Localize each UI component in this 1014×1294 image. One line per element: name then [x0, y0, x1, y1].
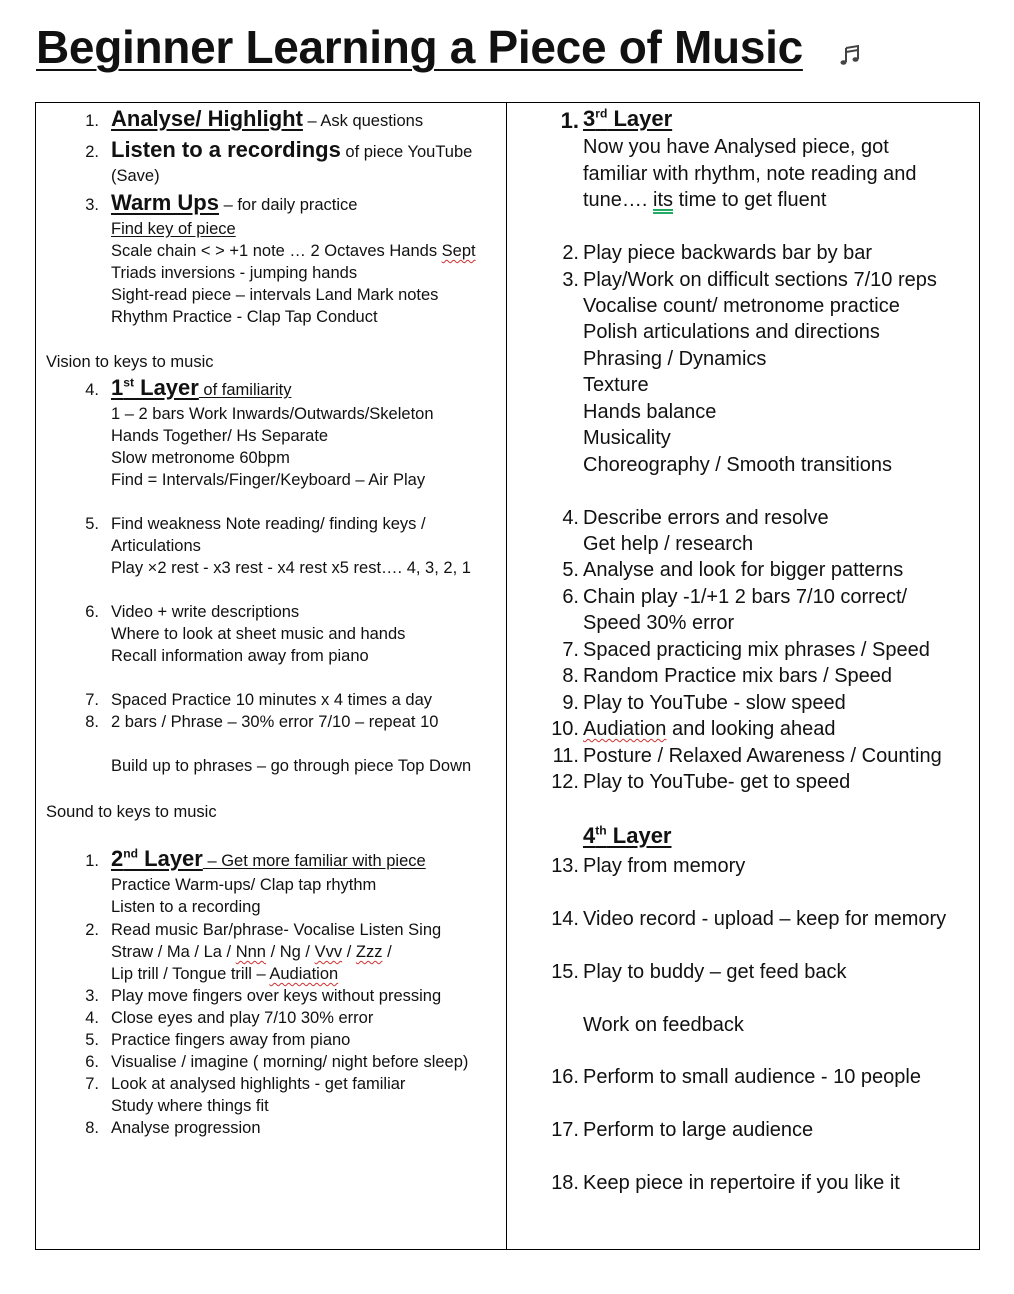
list-text: Build up to phrases – go through piece Top Down [111, 757, 472, 775]
list-item: 4. 1st Layer of familiarity [85, 375, 292, 400]
list-text: Articulations [111, 537, 201, 555]
section-heading: 2nd Layer [111, 846, 203, 871]
list-text: Work on feedback [583, 1014, 744, 1036]
list-item: 4. Describe errors and resolve [562, 507, 829, 529]
list-text: familiar with rhythm, note reading and [583, 163, 917, 185]
list-text: Phrasing / Dynamics [583, 348, 767, 370]
list-item: 15. Play to buddy – get feed back [551, 961, 847, 983]
list-text: Slow metronome 60bpm [111, 449, 290, 467]
list-text: Hands balance [583, 401, 717, 423]
list-item: 5. Analyse and look for bigger patterns [562, 559, 904, 581]
list-text: Where to look at sheet music and hands [111, 625, 406, 643]
list-item: 2. Read music Bar/phrase- Vocalise Listen Sing [85, 921, 442, 939]
list-text: Find key of piece [111, 220, 236, 238]
list-text: Play ×2 rest - x3 rest - x4 rest x5 rest…. 4, 3, 2, 1 [111, 559, 471, 577]
list-item: 8. Random Practice mix bars / Speed [562, 665, 893, 687]
list-text: (Save) [111, 167, 160, 185]
list-item: 1. 2nd Layer – Get more familiar with piece [85, 846, 426, 871]
list-text: Speed 30% error [583, 612, 735, 634]
list-item: 7. Spaced practicing mix phrases / Speed [562, 639, 930, 661]
list-item: 3. Play move fingers over keys without pressing [85, 987, 442, 1005]
list-text: Vocalise count/ metronome practice [583, 295, 900, 317]
page-title: Beginner Learning a Piece of Music [36, 21, 803, 73]
section-heading: 1st Layer [111, 375, 199, 400]
list-item: 11. Posture / Relaxed Awareness / Counting [552, 745, 942, 767]
list-text: Listen to a recording [111, 898, 261, 916]
list-item: 8. 2 bars / Phrase – 30% error 7/10 – repeat 10 [85, 713, 439, 731]
list-item: 5. Find weakness Note reading/ finding keys / [85, 515, 426, 533]
list-text: Recall information away from piano [111, 647, 369, 665]
list-item: 12. Play to YouTube- get to speed [551, 771, 851, 793]
list-text: Get help / research [583, 533, 754, 555]
list-item: 3. Play/Work on difficult sections 7/10 reps [562, 269, 937, 291]
list-text: Texture [583, 374, 649, 396]
list-text: Practice Warm-ups/ Clap tap rhythm [111, 876, 377, 894]
list-item: 4. Close eyes and play 7/10 30% error [85, 1009, 374, 1027]
section-heading: Listen to a recordings [111, 137, 341, 162]
list-text: Straw / Ma / La / Nnn / Ng / Vvv / Zzz / [111, 943, 392, 961]
list-text: Study where things fit [111, 1097, 269, 1115]
section-heading: 4th Layer [583, 823, 672, 848]
music-notes-icon [838, 44, 862, 68]
list-item: 13. Play from memory [551, 855, 746, 877]
list-text: 1 – 2 bars Work Inwards/Outwards/Skeleton [111, 405, 434, 423]
subsection-label: Sound to keys to music [46, 803, 217, 821]
section-heading: Analyse/ Highlight [111, 106, 303, 131]
list-item: 17. Perform to large audience [551, 1119, 814, 1141]
list-item: 1. Analyse/ Highlight – Ask questions [85, 106, 424, 131]
list-item: 7. Look at analysed highlights - get familiar [85, 1075, 406, 1093]
list-item: 6. Chain play -1/+1 2 bars 7/10 correct/ [562, 586, 908, 608]
list-item: 18. Keep piece in repertoire if you like it [551, 1172, 900, 1194]
list-item: 6. Visualise / imagine ( morning/ night before sleep) [85, 1053, 469, 1071]
list-item: 16. Perform to small audience - 10 people [551, 1066, 921, 1088]
section-heading: Warm Ups [111, 190, 219, 215]
list-item: 14. Video record - upload – keep for memory [551, 908, 947, 930]
list-item: 3. Warm Ups – for daily practice [85, 190, 358, 215]
list-item: 8. Analyse progression [85, 1119, 261, 1137]
column-divider [506, 102, 507, 1250]
list-item: 2. Play piece backwards bar by bar [562, 242, 873, 264]
list-text: Polish articulations and directions [583, 321, 880, 343]
list-item: 2. Listen to a recordings of piece YouTube [85, 137, 473, 162]
list-text: Triads inversions - jumping hands [111, 264, 358, 282]
list-text: tune…. its time to get fluent [583, 189, 827, 211]
list-item: 6. Video + write descriptions [85, 603, 300, 621]
list-item: 1. 3rd Layer [560, 106, 673, 133]
list-text: Choreography / Smooth transitions [583, 454, 893, 476]
list-text: Lip trill / Tongue trill – Audiation [111, 965, 339, 983]
list-text: Sight-read piece – intervals Land Mark notes [111, 286, 439, 304]
list-text: Musicality [583, 427, 671, 449]
subsection-label: Vision to keys to music [46, 353, 214, 371]
list-item: 9. Play to YouTube - slow speed [562, 692, 846, 714]
list-item: 10. Audiation and looking ahead [551, 718, 836, 740]
list-text: Now you have Analysed piece, got [583, 136, 889, 158]
list-text: Find = Intervals/Finger/Keyboard – Air Play [111, 471, 426, 489]
list-item: 5. Practice fingers away from piano [85, 1031, 351, 1049]
list-item: 7. Spaced Practice 10 minutes x 4 times a day [85, 691, 432, 709]
list-text: Rhythm Practice - Clap Tap Conduct [111, 308, 378, 326]
list-text: Scale chain < > +1 note … 2 Octaves Hands Sept [111, 242, 476, 260]
list-text: Hands Together/ Hs Separate [111, 427, 329, 445]
section-heading: 3rd Layer [583, 106, 673, 131]
